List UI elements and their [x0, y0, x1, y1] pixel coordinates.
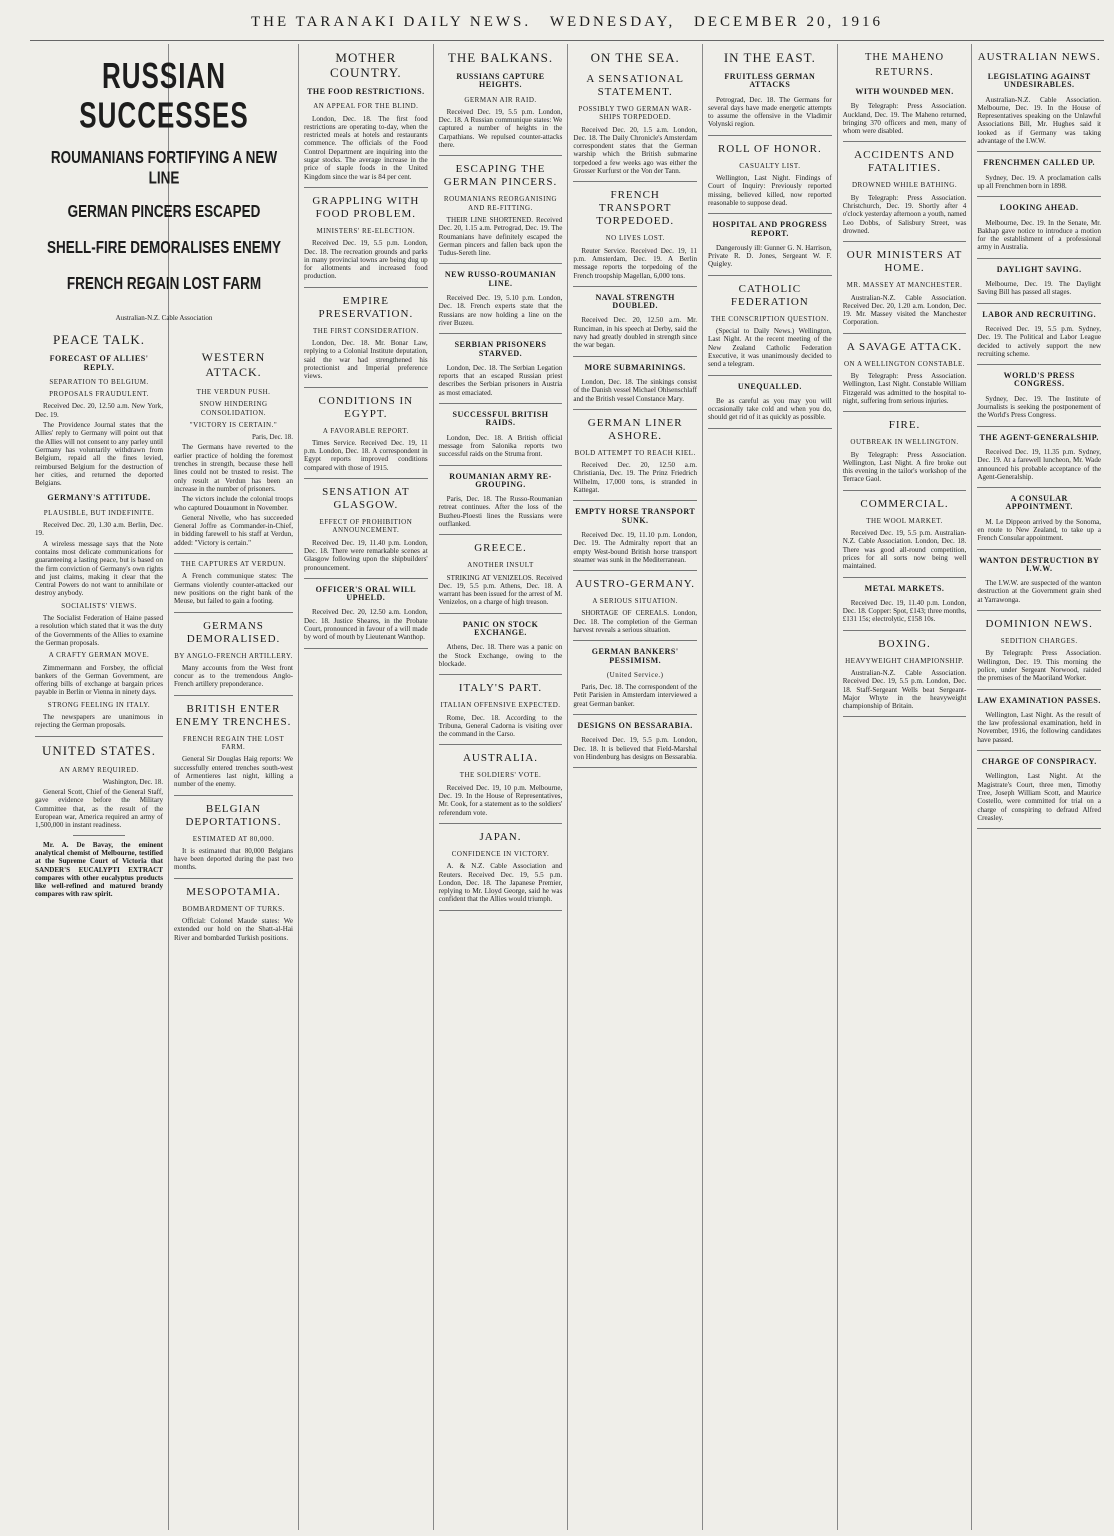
- section-heading: SERBIAN PRISONERS STARVED.: [454, 340, 547, 358]
- divider: [708, 135, 832, 136]
- western-para: It is estimated that 80,000 Belgians have been deported during the past two months.: [174, 846, 293, 872]
- divider: [708, 375, 832, 376]
- section-heading: MORE SUBMARININGS.: [584, 362, 686, 372]
- section-body: By Telegraph: Press Association. Christchurch, Dec. 19. Shortly after 4 o'clock yesterday afternoon a youth, named Leo Dobbs, of Salisbury Street, was drowned.: [842, 193, 967, 235]
- section-body: Reuter Service. Received Dec. 19, 11 p.m. Amsterdam, Dec. 19. A Berlin message reports the torpedoing of the French troopship Magellan, 6,000 tons.: [573, 246, 698, 280]
- column-balkans: [434, 44, 569, 1530]
- column-heading: AUSTRALIAN NEWS.: [977, 51, 1101, 63]
- section-heading: FRENCHMEN CALLED UP.: [983, 158, 1096, 168]
- peace-sub-1: FORECAST OF ALLIES' REPLY.: [49, 354, 149, 372]
- section-body: London, Dec. 18. The first food restrictions are operating to-day, when the restricted meals at hotels and restaurants commence. The officials of the Food Control Department are inquiring into the sugar stocks. The average increase in the price of staple foods in the United Kingdom since the war is 84 per cent.: [304, 114, 428, 181]
- section-body: Received Dec. 19, 11.35 p.m. Sydney, Dec. 19. At a farewell luncheon, Mr. Wade announced his probable acceptance of the Agent-Generalship.: [977, 447, 1102, 481]
- divider: [977, 196, 1101, 197]
- section-heading: BOXING.: [878, 637, 931, 650]
- section-body: Melbourne, Dec. 19. In the Senate, Mr. Bakhap gave notice to introduce a motion for the establishment of a professional army in Australia.: [977, 218, 1102, 252]
- section-heading: DOMINION NEWS.: [985, 618, 1093, 631]
- divider: [439, 910, 563, 911]
- peace-talk-heading: PEACE TALK.: [52, 332, 146, 348]
- section-heading: ITALY'S PART.: [458, 682, 543, 695]
- western-para: The Germans have reverted to the earlier practice of holding the foremost trenches in strength, because these hell lines could not be trusted to resist. The only result at Verdun has been an increase in the number of prisoners.: [174, 443, 293, 493]
- us-sub: AN ARMY REQUIRED.: [59, 765, 139, 774]
- section-heading: A SAVAGE ATTACK.: [846, 340, 963, 353]
- column-on-the-sea: [568, 44, 703, 1530]
- western-section-sub: FRENCH REGAIN THE LOST FARM.: [182, 734, 285, 752]
- western-para: A French communique states: The Germans violently counter-attacked our new positions on the right bank of the Meuse, but failed to gain a footing.: [174, 572, 293, 606]
- peace-section: STRONG FEELING IN ITALY.: [47, 700, 151, 709]
- section-body: By Telegraph: Press Association. Wellington, Last Night. Constable William Fitzgerald was admitted to the hospital to-night, suffering from serious injuries.: [842, 372, 967, 405]
- divider: [977, 610, 1101, 611]
- section-heading: CONDITIONS IN EGYPT.: [318, 394, 414, 420]
- section-heading: AUSTRALIA.: [462, 752, 539, 765]
- section-heading: OFFICER'S ORAL WILL UPHELD.: [315, 584, 417, 603]
- lead-subhead-2: GERMAN PINCERS ESCAPED: [67, 201, 261, 222]
- divider: [843, 630, 967, 631]
- us-para: General Scott, Chief of the General Staff, gave evidence before the Military Committee that, as the result of the European war, America required an army of 1,500,000 in instant readiness.: [35, 788, 163, 830]
- divider: [573, 714, 697, 715]
- section-heading: GERMAN LINER ASHORE.: [587, 416, 683, 442]
- section-body: London, Dec. 18. A British official message from Salonika reports two successful raids on the Struma front.: [438, 433, 563, 459]
- section-subheading: ANOTHER INSULT: [467, 561, 534, 570]
- divider: [843, 490, 967, 491]
- column-maheno-returns: [838, 44, 973, 1530]
- section-heading: DESIGNS ON BESSARABIA.: [577, 721, 693, 731]
- divider: [573, 181, 697, 182]
- western-section: MESOPOTAMIA.: [186, 885, 281, 898]
- divider: [174, 553, 293, 554]
- divider: [439, 263, 563, 264]
- masthead-date: DECEMBER 20, 1916: [694, 14, 883, 30]
- divider: [977, 426, 1101, 427]
- section-subheading: AN APPEAL FOR THE BLIND.: [313, 102, 419, 111]
- lead-story: [30, 44, 299, 1530]
- divider: [977, 487, 1101, 488]
- western-para: Many accounts from the West front concur as to the tremendous Anglo-French artillery preponderance.: [174, 663, 293, 689]
- divider: [439, 744, 563, 745]
- section-subheading: ON A WELLINGTON CONSTABLE.: [843, 359, 966, 368]
- section-subheading: A SERIOUS SITUATION.: [592, 597, 678, 606]
- peace-para: The newspapers are unanimous in rejecting the German proposals.: [35, 712, 163, 730]
- section-heading: RUSSIANS CAPTURE HEIGHTS.: [456, 72, 545, 90]
- divider: [304, 187, 428, 188]
- section-body: Received Dec. 19, 5.5 p.m. London, Dec. 18. It is believed that Field-Marshal von Hindenburg has designs on Bessarabia.: [573, 736, 698, 761]
- lead-agency: Australian-N.Z. Cable Association: [115, 314, 213, 322]
- section-heading: WANTON DESTRUCTION BY I.W.W.: [979, 555, 1100, 573]
- divider: [573, 356, 697, 357]
- section-heading: COMMERCIAL.: [860, 497, 949, 510]
- western-dateline: Paris, Dec. 18.: [251, 433, 293, 442]
- divider: [573, 286, 697, 287]
- section-heading: DAYLIGHT SAVING.: [996, 264, 1082, 274]
- divider: [977, 828, 1101, 829]
- section-heading: NAVAL STRENGTH DOUBLED.: [595, 292, 675, 311]
- section-subheading: GERMAN AIR RAID.: [464, 95, 537, 104]
- western-section: BELGIAN DEPORTATIONS.: [185, 802, 282, 828]
- section-heading: GRAPPLING WITH FOOD PROBLEM.: [312, 194, 420, 220]
- section-body: By Telegraph: Press Association. Wellington, Last Night. A fire broke out this evening in the tailor's workshop of the Terrace Gaol.: [842, 450, 967, 484]
- section-heading: THE FOOD RESTRICTIONS.: [307, 87, 425, 96]
- section-subheading: POSSIBLY TWO GERMAN WAR-SHIPS TORPEDOED.: [578, 105, 692, 122]
- section-heading: SENSATION AT GLASGOW.: [322, 486, 410, 512]
- divider: [439, 823, 563, 824]
- section-body: Paris, Dec. 18. The correspondent of the Petit Parisien in Amsterdam interviewed a great German banker.: [573, 683, 698, 708]
- section-heading: LOOKING AHEAD.: [999, 203, 1079, 213]
- section-body: Paris, Dec. 18. The Russo-Roumanian retreat continues. After the loss of the Buzheu-Ploesti lines the Russians were outflanked.: [438, 495, 563, 528]
- section-heading: FIRE.: [888, 419, 921, 432]
- peace-sub-2: SEPARATION TO BELGIUM.: [49, 377, 149, 386]
- peace-section: GERMANY'S ATTITUDE.: [47, 493, 151, 503]
- section-body: THEIR LINE SHORTENED. Received Dec. 20, 1.15 a.m. Petrograd, Dec. 19. The Roumanians have definitely escaped the German pincers and fallen back upon the Tudus-Sereth line.: [438, 215, 563, 258]
- divider: [439, 674, 563, 675]
- western-para: General Nivelle, who has succeeded General Joffre as Commander-in-Chief, in bidding farewell to his staff at Verdun, added: "Victory is certain.": [174, 513, 293, 547]
- section-body: Received Dec. 20, 12.50 a.m. Christiania, Dec. 19. The Prinz Friedrich Wilhelm, 17,000 tons, is stranded in Kattegat.: [573, 461, 698, 495]
- section-heading: ROLL OF HONOR.: [717, 142, 822, 155]
- divider: [304, 578, 428, 579]
- divider: [708, 428, 832, 429]
- section-subheading: BOLD ATTEMPT TO REACH KIEL.: [574, 448, 696, 457]
- divider: [843, 333, 967, 334]
- divider: [304, 387, 428, 388]
- section-body: Received Dec. 19, 5.5 p.m. Sydney, Dec. 19. The Political and Labor League decided to actively support the new recruiting scheme.: [977, 324, 1102, 358]
- section-subheading: ROUMANIANS REORGANISING AND RE-FITTING.: [443, 195, 558, 212]
- section-subheading: (United Service.): [606, 670, 664, 679]
- divider: [977, 303, 1101, 304]
- western-section-sub: BOMBARDMENT OF TURKS.: [182, 904, 285, 913]
- peace-para: Received Dec. 20, 12.50 a.m. New York, Dec. 19.: [35, 402, 163, 419]
- divider: [35, 736, 163, 737]
- section-body: Received Dec. 19, 5.10 p.m. London, Dec. 18. French experts state that the Russians are now holding a line on the river Buzeu.: [438, 294, 563, 327]
- section-body: Received Dec. 20, 12.50 a.m. Mr. Runciman, in his speech at Derby, said the navy had greatly doubled in strength since the war began.: [573, 316, 698, 350]
- divider: [439, 155, 563, 156]
- section-body: Australian-N.Z. Cable Association. Received Dec. 20, 1.20 a.m. London, Dec. 19. Mr. Massey visited the Manchester Corporation.: [842, 293, 967, 327]
- section-heading: CHARGE OF CONSPIRACY.: [981, 757, 1097, 767]
- section-heading: WORLD'S PRESS CONGRESS.: [1003, 371, 1075, 389]
- section-heading: ROUMANIAN ARMY RE-GROUPING.: [449, 471, 552, 489]
- section-heading: GREECE.: [474, 542, 527, 555]
- section-body: The I.W.W. are suspected of the wanton destruction at the Government grain shed at Yarrawonga.: [977, 579, 1102, 604]
- section-subheading: NO LIVES LOST.: [605, 234, 665, 243]
- column-heading: THE MAHENO RETURNS.: [864, 52, 945, 78]
- column-heading: MOTHER COUNTRY.: [329, 50, 402, 80]
- section-body: (Special to Daily News.) Wellington, Last Night. At the recent meeting of the New Zealand Catholic Federation Executive, it was unanimously decided to send a telegram.: [708, 327, 832, 369]
- section-subheading: THE SOLDIERS' VOTE.: [459, 771, 542, 780]
- section-heading: FRUITLESS GERMAN ATTACKS: [724, 72, 816, 90]
- divider: [977, 549, 1101, 550]
- divider: [439, 613, 563, 614]
- western-heading: WESTERN ATTACK.: [201, 350, 266, 379]
- western-sub-2: SNOW HINDERING CONSOLIDATION.: [199, 400, 268, 417]
- section-heading: GERMAN BANKERS' PESSIMISM.: [591, 647, 679, 665]
- section-subheading: MR. MASSEY AT MANCHESTER.: [846, 281, 963, 290]
- section-body: Received Dec. 20, 1.5 a.m. London, Dec. 18. The Daily Chronicle's Amsterdam correspondent states that the German warship which the British submarine torpedoed a few weeks ago was either the Grosser Kurfurst or the Von der Tann.: [573, 125, 698, 176]
- divider: [843, 411, 967, 412]
- advert-eucalypti: Mr. A. De Bavay, the eminent analytical chemist of Melbourne, testified at the Supreme Court of Victoria that SANDER'S EUCALYPTI EXTRACT compares with other eucalyptus products like well-refined and matured brandy compares with raw spirit.: [35, 840, 163, 899]
- section-heading: UNEQUALLED.: [737, 381, 802, 391]
- divider: [174, 795, 293, 796]
- peace-para: Received Dec. 20, 1.30 a.m. Berlin, Dec. 19.: [35, 521, 163, 538]
- masthead-paper: THE TARANAKI DAILY NEWS.: [251, 14, 532, 30]
- section-body: Rome, Dec. 18. According to the Tribuna, General Cadorna is visiting over the command in the Carso.: [438, 713, 563, 739]
- peace-section-sub: PLAUSIBLE, BUT INDEFINITE.: [43, 508, 155, 517]
- lead-subhead-1: ROUMANIANS FORTIFYING A NEW LINE: [50, 147, 278, 188]
- western-para: General Sir Douglas Haig reports: We successfully entered trenches south-west of Armentieres last night, killing a number of the enemy.: [174, 755, 293, 789]
- section-body: By Telegraph: Press Association. Auckland, Dec. 19. The Maheno returned, bringing 370 officers and men, many of whom were disabled.: [842, 102, 967, 136]
- divider: [843, 577, 967, 578]
- western-sub-1: THE VERDUN PUSH.: [196, 388, 271, 396]
- divider: [304, 478, 428, 479]
- western-para: Official: Colonel Maude states: We extended our hold on the Shatt-al-Hai River and bombarded Turkish positions.: [174, 916, 293, 942]
- section-subheading: MINISTERS' RE-ELECTION.: [316, 226, 416, 235]
- divider: [439, 403, 563, 404]
- section-heading: LEGISLATING AGAINST UNDESIRABLES.: [987, 72, 1091, 90]
- peace-sub-3: PROPOSALS FRAUDULENT.: [49, 390, 149, 399]
- section-heading: LAW EXAMINATION PASSES.: [977, 695, 1101, 705]
- divider: [73, 835, 124, 836]
- section-body: Received Dec. 19, 11.40 p.m. London, Dec. 18. There were remarkable scenes at Glasgow following upon the shipbuilders' pronouncement.: [304, 538, 428, 572]
- section-subheading: THE WOOL MARKET.: [866, 516, 943, 525]
- divider: [573, 767, 697, 768]
- section-body: Received Dec. 19, 10 p.m. Melbourne, Dec. 19. In the House of Representatives, Mr. Cook, for a statement as to the soldiers' referendum vote.: [438, 783, 563, 817]
- section-body: Be as careful as you may you will occasionally take cold and when you do, should get rid of it as quickly as possible.: [708, 396, 832, 422]
- section-body: London, Dec. 18. The sinkings consist of the Danish vessel Michael Ohlsenschlaff and the British vessel Constance Mary.: [573, 377, 698, 403]
- section-heading: METAL MARKETS.: [864, 583, 945, 593]
- section-subheading: OUTBREAK IN WELLINGTON.: [850, 438, 959, 447]
- section-heading: A CONSULAR APPOINTMENT.: [1005, 494, 1073, 512]
- section-body: London, Dec. 18. Mr. Bonar Law, replying to a Colonial Institute deputation, said the war had strengthened his protectionist and Imperial preference views.: [304, 339, 428, 381]
- section-body: Wellington, Last Night. Findings of Court of Inquiry: Previously reported missing, believed killed, now reported reasonable to suppose dead.: [708, 174, 832, 207]
- section-subheading: CONFIDENCE IN VICTORY.: [451, 849, 550, 858]
- section-subheading: THE FIRST CONSIDERATION.: [312, 326, 419, 335]
- section-subheading: ITALIAN OFFENSIVE EXPECTED.: [440, 701, 561, 710]
- section-heading: SUCCESSFUL BRITISH RAIDS.: [452, 410, 549, 428]
- western-section-sub: BY ANGLO-FRENCH ARTILLERY.: [174, 651, 293, 660]
- divider: [977, 750, 1101, 751]
- divider: [174, 695, 293, 696]
- western-para: The victors include the colonial troops who captured Douaumont in November.: [174, 495, 293, 512]
- western-sub-3: "VICTORY IS CERTAIN.": [189, 420, 278, 429]
- peace-section: SOCIALISTS' VIEWS.: [61, 601, 137, 610]
- section-body: Melbourne, Dec. 19. The Daylight Saving Bill has passed all stages.: [977, 280, 1102, 297]
- western-section-sub: ESTIMATED AT 80,000.: [192, 834, 275, 843]
- divider: [174, 612, 293, 613]
- masthead: [30, 14, 1104, 41]
- section-body: M. Le Dippeon arrived by the Sonoma, en route to New Zealand, to take up a French Consular appointment.: [977, 517, 1102, 543]
- section-body: Received Dec. 20, 12.50 a.m. London, Dec. 18. Justice Sheares, in the Probate Court, pronounced in favour of a will made by word of mouth by Lieutenant Wanthop.: [304, 608, 428, 642]
- divider: [573, 570, 697, 571]
- section-heading: PANIC ON STOCK EXCHANGE.: [462, 619, 539, 638]
- us-dateline: Washington, Dec. 18.: [102, 777, 163, 786]
- section-body: Petrograd, Dec. 18. The Germans for several days have made energetic attempts to assume the offensive in the Vladimir Volynski region.: [708, 95, 832, 129]
- divider: [304, 648, 428, 649]
- section-subheading: THE CONSCRIPTION QUESTION.: [710, 314, 829, 323]
- section-subheading: SEDITION CHARGES.: [1000, 637, 1078, 646]
- divider: [977, 689, 1101, 690]
- section-heading: FRENCH TRANSPORT TORPEDOED.: [596, 189, 675, 228]
- section-body: Times Service. Received Dec. 19, 11 p.m. London, Dec. 18. A correspondent in Egypt reports improved conditions compared with those of 1915.: [304, 438, 428, 472]
- divider: [439, 534, 563, 535]
- lead-subhead-4: FRENCH REGAIN LOST FARM: [66, 273, 262, 294]
- divider: [843, 716, 967, 717]
- section-body: Athens, Dec. 18. There was a panic on the Stock Exchange, owing to the blockade.: [438, 643, 563, 668]
- peace-para: Zimmermann and Forsbey, the official bankers of the German Government, are offering bills of exchange at bargain prices payable in Berlin or Vienna in ninety days.: [35, 663, 163, 697]
- us-heading: UNITED STATES.: [41, 742, 157, 758]
- section-heading: A SENSATIONAL STATEMENT.: [586, 73, 684, 98]
- column-in-the-east: [703, 44, 838, 1530]
- section-heading: EMPTY HORSE TRANSPORT SUNK.: [575, 507, 696, 525]
- peace-para: A wireless message says that the Note contains most delicate communications for guaranteeing a lasting peace, but is based on the firm conviction of Germany's own rights and just claims, making it clear that the Central Powers do not want to annihilate or destroy anybody.: [35, 539, 163, 598]
- section-body: STRIKING AT VENIZELOS. Received Dec. 19, 5.5 p.m. Athens, Dec. 18. A warrant has been issued for the arrest of M. Venizelos, on a charge of high treason.: [438, 573, 563, 607]
- section-body: By Telegraph: Press Association. Wellington, Dec. 19. This morning the police, under Sergeant Norwood, raided the premises of the Maoriland Worker.: [977, 649, 1102, 683]
- section-subheading: A FAVORABLE REPORT.: [322, 426, 409, 435]
- section-body: SHORTAGE OF CEREALS. London, Dec. 18. The completion of the German harvest reveals a serious situation.: [573, 609, 698, 634]
- section-body: Received Dec. 19, 11.10 p.m. London, Dec. 19. The Admiralty report that an empty West-bound British horse transport steamer was sunk in the Mediterranean.: [573, 530, 698, 564]
- section-body: Sydney, Dec. 19. A proclamation calls up all Frenchmen born in 1898.: [977, 173, 1102, 190]
- section-heading: ESCAPING THE GERMAN PINCERS.: [443, 163, 558, 189]
- divider: [708, 275, 832, 276]
- section-body: Australian-N.Z. Cable Association. Received Dec. 19, 5.5 p.m. London, Dec. 18. Staff-Sergeant Wells beat Sergeant-Major Whyte in the heavyweight championship of Britain.: [842, 668, 967, 711]
- section-body: Sydney, Dec. 19. The Institute of Journalists is seeking the postponement of the World's Press Congress.: [977, 394, 1102, 420]
- section-subheading: EFFECT OF PROHIBITION ANNOUNCEMENT.: [319, 518, 413, 535]
- section-heading: NEW RUSSO-ROUMANIAN LINE.: [444, 270, 557, 288]
- divider: [174, 878, 293, 879]
- column-heading: ON THE SEA.: [590, 50, 680, 65]
- section-heading: OUR MINISTERS AT HOME.: [846, 249, 963, 275]
- western-section: THE CAPTURES AT VERDUN.: [181, 560, 286, 569]
- section-body: Received Dec. 19, 5.5 p.m. London, Dec. 18. A Russian communique states: We captured a number of heights in the Carpathians. We repulsed counter-attacks there.: [438, 107, 563, 150]
- lead-subhead-3: SHELL-FIRE DEMORALISES ENEMY: [46, 237, 281, 258]
- section-heading: ACCIDENTS AND FATALITIES.: [854, 149, 955, 175]
- section-subheading: HEAVYWEIGHT CHAMPIONSHIP.: [845, 656, 964, 665]
- divider: [439, 465, 563, 466]
- section-body: London, Dec. 18. The Serbian Legation reports that an escaped Russian priest describes the Serbian prisoners in Austria as most emaciated.: [438, 363, 563, 397]
- divider: [304, 287, 428, 288]
- peace-para: The Socialist Federation of Haine passed a resolution which stated that it was the duty of the Governments of the Allies to examine the German proposals.: [35, 614, 163, 647]
- section-heading: WITH WOUNDED MEN.: [855, 87, 954, 96]
- divider: [573, 409, 697, 410]
- masthead-day: WEDNESDAY,: [549, 14, 676, 30]
- western-section: GERMANS DEMORALISED.: [186, 619, 281, 645]
- section-heading: AUSTRO-GERMANY.: [575, 578, 695, 591]
- section-body: Wellington, Last Night. As the result of the law professional examination, held in November, 1916, the following candidates have passed.: [977, 710, 1102, 744]
- section-heading: EMPIRE PRESERVATION.: [318, 294, 414, 320]
- peace-para: The Providence Journal states that the Allies' reply to Germany will point out that the Allies will not consent to any parley until Germany has voluntarily withdrawn from Belgium, repaid all the fines levied, reimbursed Belgium for the destruction of her cities, and returned the deported Belgians.: [35, 421, 163, 488]
- column-heading: THE BALKANS.: [447, 50, 554, 65]
- section-subheading: CASUALTY LIST.: [739, 161, 801, 170]
- column-mother-country: [299, 44, 434, 1530]
- column-australian-news: [972, 44, 1106, 1530]
- column-heading: IN THE EAST.: [723, 50, 816, 65]
- section-body: Dangerously ill: Gunner G. N. Harrison, Private R. D. Jones, Sergeant W. F. Quigley.: [708, 243, 832, 269]
- section-body: A. & N.Z. Cable Association and Reuters. Received Dec. 19, 5.5 p.m. London, Dec. 18. The Japanese Premier, replying to Mr. Lloyd George, said he was confident that the Allies would triumph.: [438, 862, 563, 904]
- lead-headline: RUSSIAN SUCCESSES: [79, 54, 249, 136]
- western-section: BRITISH ENTER ENEMY TRENCHES.: [175, 702, 292, 728]
- section-subheading: DROWNED WHILE BATHING.: [851, 181, 958, 190]
- section-body: Australian-N.Z. Cable Association. Melbourne, Dec. 19. In the House of Representatives speaking on the Unlawful Associations Bill, Mr. Hughes said it looked as if Germany was taking advantage of the I.W.W.: [977, 95, 1102, 146]
- divider: [977, 364, 1101, 365]
- divider: [439, 333, 563, 334]
- divider: [708, 213, 832, 214]
- section-heading: JAPAN.: [479, 830, 522, 843]
- divider: [843, 141, 967, 142]
- divider: [977, 151, 1101, 152]
- section-body: Wellington, Last Night. At the Magistrate's Court, three men, Timothy Tree, Joseph William Scott, and Maurice Costello, were committed for trial on a charge of conspiring to defraud Alfred Creasley.: [977, 772, 1102, 822]
- section-heading: THE AGENT-GENERALSHIP.: [979, 432, 1099, 442]
- section-heading: HOSPITAL AND PROGRESS REPORT.: [712, 220, 828, 238]
- section-body: Received Dec. 19, 5.5 p.m. Australian-N.Z. Cable Association. London, Dec. 18. There was good all-round competition, prices for all sorts now being well maintained.: [842, 529, 967, 571]
- section-body: Received Dec. 19, 5.5 p.m. London, Dec. 18. The recreation grounds and parks in many provincial towns are being dug up for allotments and increased food production.: [304, 239, 428, 281]
- divider: [573, 640, 697, 641]
- section-heading: LABOR AND RECRUITING.: [982, 309, 1097, 319]
- divider: [843, 241, 967, 242]
- peace-section: A CRAFTY GERMAN MOVE.: [48, 651, 150, 660]
- divider: [573, 500, 697, 501]
- section-heading: CATHOLIC FEDERATION: [730, 282, 809, 308]
- column-grid: [30, 44, 1106, 1530]
- divider: [977, 258, 1101, 259]
- section-body: Received Dec. 19, 11.40 p.m. London, Dec. 18. Copper: Spot, £143; three months, £131 15s; electrolytic, £158 10s.: [842, 598, 967, 624]
